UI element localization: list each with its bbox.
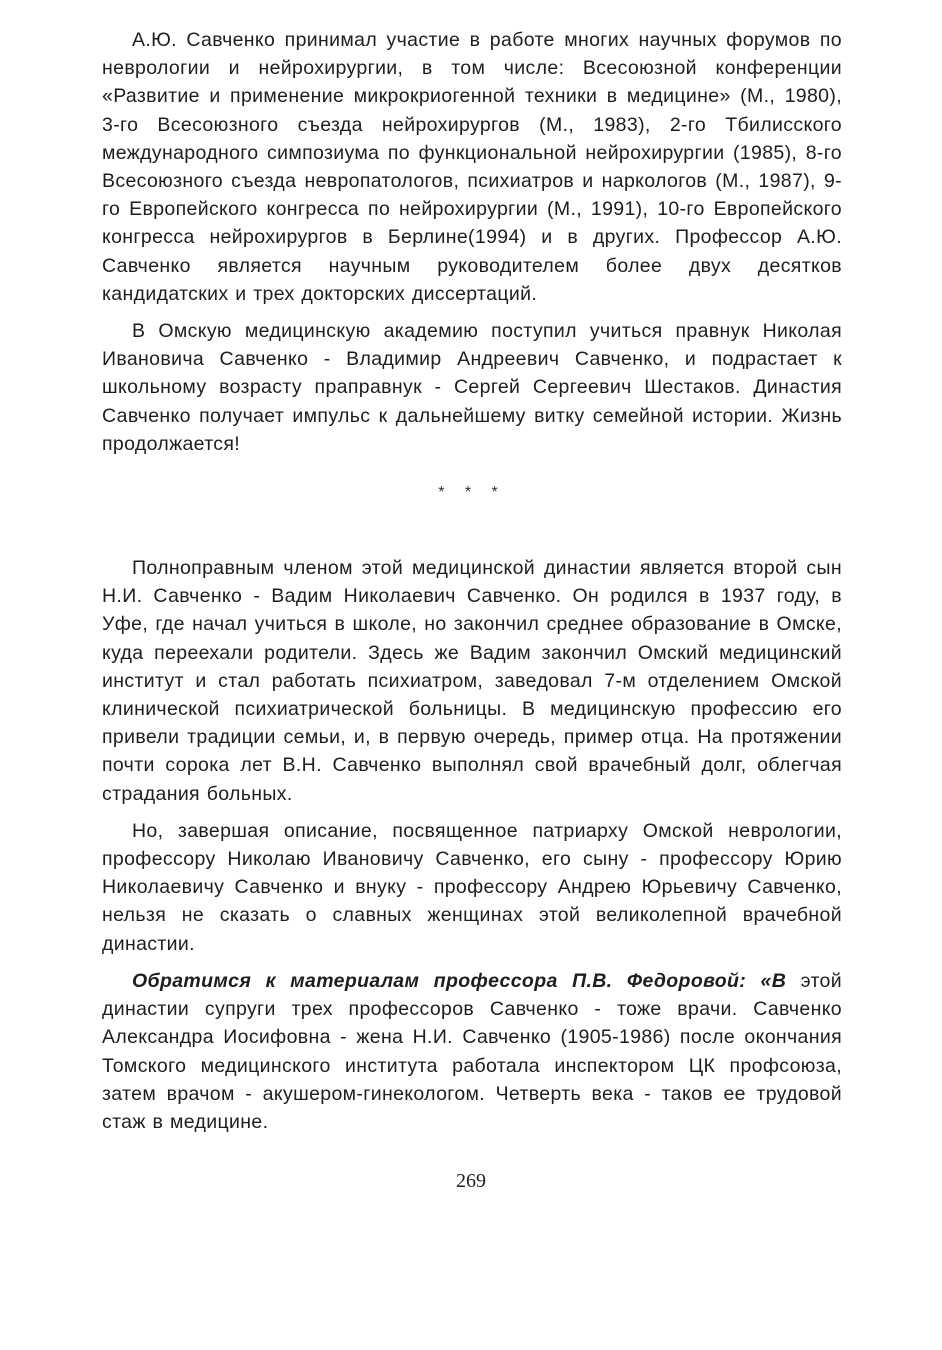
- paragraph-5-rest: этой династии супруги трех профессоров Савченко - тоже врачи. Савченко Александра Иосифовна - жена Н.И. Савченко (1905-1986) после окончания Томского медицинского института работала инспектором ЦК профсоюза, затем врачом - акушером-гинекологом. Четверть века - таков ее трудовой стаж в медицине.: [102, 969, 842, 1133]
- paragraph-5-lead: Обратимся к материалам профессора П.В. Федоровой: «В: [132, 969, 787, 992]
- paragraph-1: А.Ю. Савченко принимал участие в работе многих научных форумов по неврологии и нейрохирургии, в том числе: Всесоюзной конференции «Развитие и применение микрокриогенной техники в медицине» (М., 1980), 3-го Всесоюзного съезда нейрохирургов (М., 1983), 2-го Тбилисского международного симпозиума по функциональной нейрохирургии (1985), 8-го Всесоюзного съезда невропатологов, психиатров и наркологов (М., 1987), 9-го Европейского конгресса по нейрохирургии (М., 1991), 10-го Европейского конгресса нейрохирургов в Берлине(1994) и в других. Профессор А.Ю. Савченко является научным руководителем более двух десятков кандидатских и трех докторских диссертаций.: [102, 29, 842, 305]
- page-body: [102, 26, 842, 1136]
- paragraph-5: [102, 967, 842, 1136]
- section-separator: * * *: [438, 484, 506, 502]
- paragraph-3: Полноправным членом этой медицинской династии является второй сын Н.И. Савченко - Вадим Николаевич Савченко. Он родился в 1937 году, в Уфе, где начал учиться в школе, но закончил среднее образование в Омске, куда переехали родители. Здесь же Вадим закончил Омский медицинский институт и стал работать психиатром, заведовал 7-м отделением Омской клинической психиатрической больницы. В медицинскую профессию его привели традиции семьи, и, в первую очередь, пример отца. На протяжении почти сорока лет В.Н. Савченко выполнял свой врачебный долг, облегчая страдания больных.: [102, 557, 842, 805]
- paragraph-4: Но, завершая описание, посвященное патриарху Омской неврологии, профессору Николаю Ивановичу Савченко, его сыну - профессору Юрию Николаевичу Савченко и внуку - профессору Андрею Юрьевичу Савченко, нельзя не сказать о славных женщинах этой великолепной врачебной династии.: [102, 819, 842, 955]
- paragraph-2: В Омскую медицинскую академию поступил учиться правнук Николая Ивановича Савченко - Владимир Андреевич Савченко, и подрастает к школьному возрасту праправнук - Сергей Сергеевич Шестаков. Династия Савченко получает импульс к дальнейшему витку семейной истории. Жизнь продолжается!: [102, 320, 842, 455]
- page-number: 269: [456, 1170, 486, 1192]
